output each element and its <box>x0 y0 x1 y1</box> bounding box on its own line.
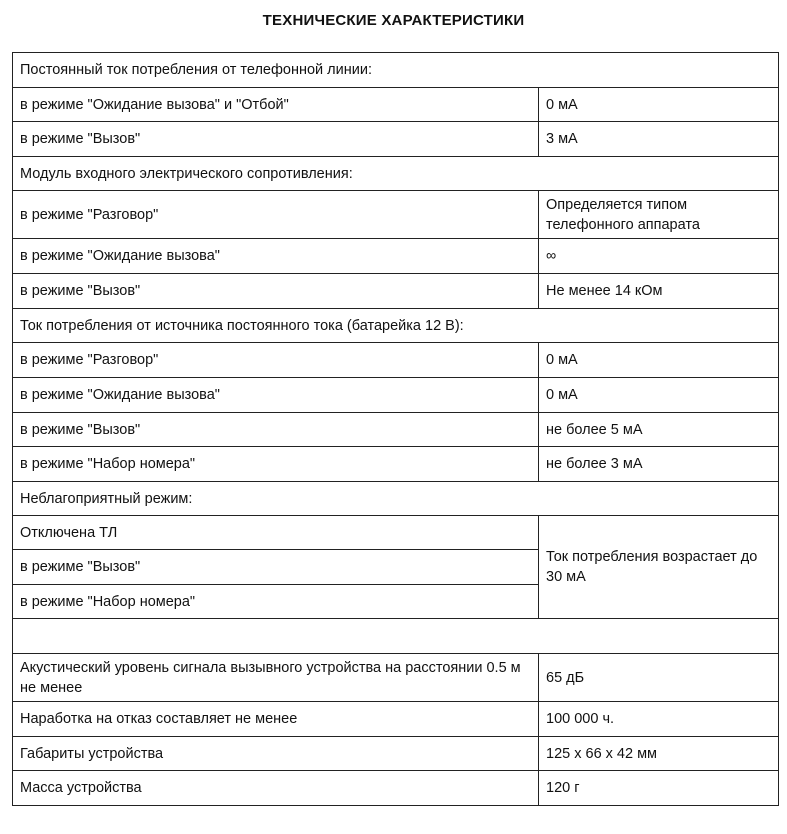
param-value: ∞ <box>539 239 779 274</box>
table-row <box>13 343 779 378</box>
param-label: в режиме "Ожидание вызова" и "Отбой" <box>13 88 539 122</box>
param-label: в режиме "Вызов" <box>13 550 539 585</box>
param-label: Габариты устройства <box>13 737 539 771</box>
table-row <box>13 702 779 737</box>
param-value: Определяется типом телефонного аппарата <box>539 191 779 239</box>
param-label: в режиме "Вызов" <box>13 122 539 157</box>
section-header: Неблагоприятный режим: <box>13 482 779 516</box>
param-label: в режиме "Разговор" <box>13 191 539 239</box>
param-label: Наработка на отказ составляет не менее <box>13 702 539 737</box>
param-value: 100 000 ч. <box>539 702 779 737</box>
section-row <box>13 157 779 191</box>
section-row <box>13 309 779 343</box>
param-value: 3 мА <box>539 122 779 157</box>
param-label: в режиме "Разговор" <box>13 343 539 378</box>
spec-table <box>12 52 779 806</box>
param-value: не более 5 мА <box>539 413 779 447</box>
param-label: в режиме "Ожидание вызова" <box>13 239 539 274</box>
table-row <box>13 413 779 447</box>
empty-cell <box>13 619 779 654</box>
param-value: 125 х 66 х 42 мм <box>539 737 779 771</box>
param-label: в режиме "Набор номера" <box>13 585 539 619</box>
param-value: не более 3 мА <box>539 447 779 482</box>
param-label: Отключена ТЛ <box>13 516 539 550</box>
table-row <box>13 122 779 157</box>
table-row <box>13 771 779 806</box>
param-value: Не менее 14 кОм <box>539 274 779 309</box>
table-row <box>13 516 779 550</box>
section-header: Ток потребления от источника постоянного тока (батарейка 12 В): <box>13 309 779 343</box>
param-value: 0 мА <box>539 378 779 413</box>
param-label: Акустический уровень сигнала вызывного устройства на расстоянии 0.5 м не менее <box>13 654 539 702</box>
table-row <box>13 239 779 274</box>
page-title: ТЕХНИЧЕСКИЕ ХАРАКТЕРИСТИКИ <box>262 12 525 29</box>
param-label: в режиме "Вызов" <box>13 274 539 309</box>
section-header: Модуль входного электрического сопротивления: <box>13 157 779 191</box>
section-row <box>13 482 779 516</box>
empty-row <box>13 619 779 654</box>
table-row <box>13 378 779 413</box>
section-header: Постоянный ток потребления от телефонной линии: <box>13 53 779 88</box>
param-value: 0 мА <box>539 343 779 378</box>
param-label: в режиме "Ожидание вызова" <box>13 378 539 413</box>
table-row <box>13 274 779 309</box>
table-row <box>13 191 779 239</box>
param-value-merged: Ток потребления возрастает до 30 мА <box>539 516 779 619</box>
table-row <box>13 654 779 702</box>
section-row <box>13 53 779 88</box>
table-row <box>13 737 779 771</box>
param-label: в режиме "Вызов" <box>13 413 539 447</box>
param-value: 0 мА <box>539 88 779 122</box>
table-row <box>13 88 779 122</box>
param-label: Масса устройства <box>13 771 539 806</box>
param-value: 120 г <box>539 771 779 806</box>
table-row <box>13 447 779 482</box>
param-value: 65 дБ <box>539 654 779 702</box>
param-label: в режиме "Набор номера" <box>13 447 539 482</box>
